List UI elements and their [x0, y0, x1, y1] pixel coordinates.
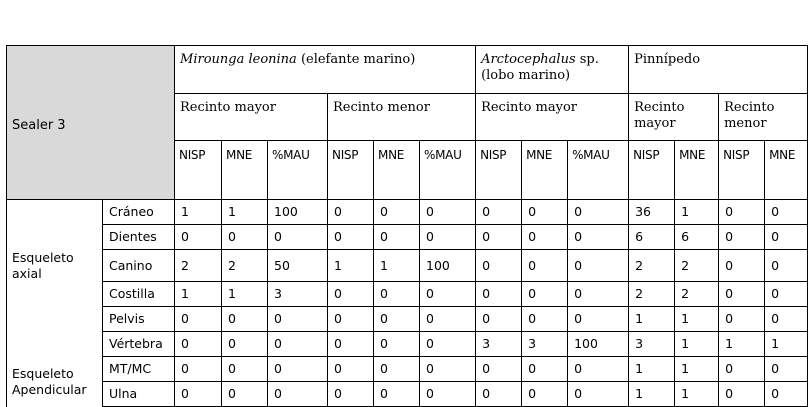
- species-name: Arctocephalus: [481, 52, 576, 67]
- table-cell: 50: [268, 250, 328, 282]
- table-cell: 0: [522, 250, 568, 282]
- enclosure-header: Recinto mayor: [629, 94, 719, 141]
- table-corner-label: Sealer 3: [7, 46, 175, 200]
- table-cell: 0: [268, 332, 328, 357]
- table-cell: 1: [175, 282, 222, 307]
- table-row: [7, 382, 808, 407]
- element-label: Dientes: [103, 225, 175, 250]
- table-cell: 0: [476, 382, 522, 407]
- table-cell: 0: [476, 225, 522, 250]
- table-cell: 3: [476, 332, 522, 357]
- table-row: [7, 250, 808, 282]
- table-row: [7, 307, 808, 332]
- table-cell: 0: [522, 200, 568, 225]
- column-header: MNE: [765, 141, 808, 200]
- table-cell: 2: [629, 250, 675, 282]
- column-header: NISP: [629, 141, 675, 200]
- table-cell: 0: [420, 200, 476, 225]
- species-name: Mirounga leonina: [180, 52, 297, 67]
- table-cell: 1: [175, 200, 222, 225]
- region-spacer: [7, 282, 103, 307]
- table-cell: 0: [568, 225, 629, 250]
- table-cell: 0: [420, 382, 476, 407]
- table-row: [7, 357, 808, 382]
- table-cell: 0: [374, 332, 420, 357]
- species-header-pinnipedo: [629, 46, 808, 94]
- table-cell: 1: [222, 282, 268, 307]
- table-cell: 1: [675, 357, 719, 382]
- table-cell: 2: [222, 250, 268, 282]
- table-cell: 0: [522, 382, 568, 407]
- table-cell: 0: [175, 307, 222, 332]
- table-cell: 0: [765, 307, 808, 332]
- region-spacer: [7, 332, 103, 357]
- region-spacer: [7, 307, 103, 332]
- table-cell: 0: [719, 282, 765, 307]
- table-cell: 2: [675, 250, 719, 282]
- table-cell: 0: [328, 332, 374, 357]
- table-cell: 0: [568, 282, 629, 307]
- table-cell: 0: [268, 225, 328, 250]
- table-cell: 0: [765, 250, 808, 282]
- table-cell: 0: [420, 357, 476, 382]
- table-cell: 0: [175, 225, 222, 250]
- column-header: MNE: [222, 141, 268, 200]
- table-cell: 0: [476, 250, 522, 282]
- table-cell: 1: [719, 332, 765, 357]
- table-cell: 1: [629, 382, 675, 407]
- table-cell: 0: [568, 307, 629, 332]
- table-cell: 0: [268, 307, 328, 332]
- table-cell: 3: [629, 332, 675, 357]
- table-cell: 1: [675, 382, 719, 407]
- table-cell: 0: [765, 357, 808, 382]
- table-cell: 3: [522, 332, 568, 357]
- region-spacer: [7, 225, 103, 250]
- element-label: MT/MC: [103, 357, 175, 382]
- table-cell: 0: [522, 225, 568, 250]
- table-cell: 0: [420, 332, 476, 357]
- species-common-name: Pinnípedo: [634, 52, 701, 67]
- table-cell: 3: [268, 282, 328, 307]
- table-cell: 1: [629, 357, 675, 382]
- column-header: MNE: [374, 141, 420, 200]
- table-cell: 0: [374, 307, 420, 332]
- region-label-apendicular: Esqueleto Apendicular: [7, 357, 103, 407]
- column-header: MNE: [522, 141, 568, 200]
- species-header-arctocephalus: [476, 46, 629, 94]
- species-header-mirounga: [175, 46, 476, 94]
- table-cell: 0: [374, 200, 420, 225]
- table-cell: 0: [568, 382, 629, 407]
- table-cell: 0: [328, 282, 374, 307]
- table-cell: 0: [222, 382, 268, 407]
- column-header: MNE: [675, 141, 719, 200]
- enclosure-header: Recinto menor: [719, 94, 808, 141]
- enclosure-header: Recinto mayor: [175, 94, 328, 141]
- element-label: Vértebra: [103, 332, 175, 357]
- species-common-name: (elefante marino): [296, 52, 416, 67]
- element-label: Ulna: [103, 382, 175, 407]
- table-cell: 0: [476, 357, 522, 382]
- table-cell: 0: [374, 225, 420, 250]
- table-cell: 0: [476, 307, 522, 332]
- table-cell: 0: [374, 357, 420, 382]
- table-cell: 0: [522, 357, 568, 382]
- table-cell: 0: [420, 282, 476, 307]
- table-cell: 0: [374, 382, 420, 407]
- table-cell: 0: [568, 200, 629, 225]
- species-common-name: sp. (lobo marino): [481, 52, 599, 83]
- table-cell: 1: [675, 332, 719, 357]
- table-cell: 0: [222, 307, 268, 332]
- table-cell: 0: [268, 382, 328, 407]
- table-cell: 2: [629, 282, 675, 307]
- table-cell: 0: [765, 382, 808, 407]
- table-cell: 0: [175, 382, 222, 407]
- table-cell: 1: [675, 200, 719, 225]
- table-cell: 0: [719, 250, 765, 282]
- table-cell: 100: [268, 200, 328, 225]
- column-header: NISP: [476, 141, 522, 200]
- column-header: %MAU: [420, 141, 476, 200]
- table-cell: 100: [420, 250, 476, 282]
- table-cell: 0: [328, 307, 374, 332]
- table-cell: 100: [568, 332, 629, 357]
- table-cell: 0: [719, 382, 765, 407]
- element-label: Cráneo: [103, 200, 175, 225]
- table-cell: 0: [222, 332, 268, 357]
- table-cell: 0: [222, 225, 268, 250]
- table-cell: 0: [719, 200, 765, 225]
- table-row: [7, 200, 808, 225]
- table-cell: 0: [476, 200, 522, 225]
- table-cell: 0: [522, 282, 568, 307]
- table-cell: 0: [765, 200, 808, 225]
- table-cell: 0: [374, 282, 420, 307]
- table-cell: 0: [719, 357, 765, 382]
- enclosure-header: Recinto menor: [328, 94, 476, 141]
- column-header: %MAU: [568, 141, 629, 200]
- table-cell: 0: [719, 307, 765, 332]
- table-cell: 0: [175, 332, 222, 357]
- column-header: NISP: [175, 141, 222, 200]
- table-cell: 6: [629, 225, 675, 250]
- table-cell: 0: [476, 282, 522, 307]
- column-header: %MAU: [268, 141, 328, 200]
- table-cell: 1: [675, 307, 719, 332]
- table-cell: 36: [629, 200, 675, 225]
- table-cell: 0: [568, 357, 629, 382]
- table-cell: 0: [568, 250, 629, 282]
- column-header: NISP: [719, 141, 765, 200]
- column-header: NISP: [328, 141, 374, 200]
- table-row: [7, 282, 808, 307]
- enclosure-header: Recinto mayor: [476, 94, 629, 141]
- region-spacer: [7, 200, 103, 225]
- table-cell: 1: [629, 307, 675, 332]
- table-cell: 0: [328, 382, 374, 407]
- table-cell: 0: [522, 307, 568, 332]
- table-row: [7, 332, 808, 357]
- faunal-data-table: [6, 45, 808, 407]
- region-label-axial: Esqueleto axial: [7, 250, 103, 282]
- table-cell: 0: [328, 200, 374, 225]
- table-cell: 1: [222, 200, 268, 225]
- table-cell: 0: [328, 225, 374, 250]
- table-cell: 2: [175, 250, 222, 282]
- table-cell: 0: [719, 225, 765, 250]
- table-cell: 0: [765, 282, 808, 307]
- table-row: [7, 225, 808, 250]
- table-cell: 0: [222, 357, 268, 382]
- table-cell: 2: [675, 282, 719, 307]
- element-label: Canino: [103, 250, 175, 282]
- table-cell: 0: [268, 357, 328, 382]
- table-cell: 0: [328, 357, 374, 382]
- table-cell: 0: [765, 225, 808, 250]
- table-cell: 1: [374, 250, 420, 282]
- table-cell: 0: [420, 225, 476, 250]
- table-cell: 0: [420, 307, 476, 332]
- table-cell: 1: [765, 332, 808, 357]
- table-cell: 6: [675, 225, 719, 250]
- element-label: Pelvis: [103, 307, 175, 332]
- table-cell: 1: [328, 250, 374, 282]
- table-cell: 0: [175, 357, 222, 382]
- element-label: Costilla: [103, 282, 175, 307]
